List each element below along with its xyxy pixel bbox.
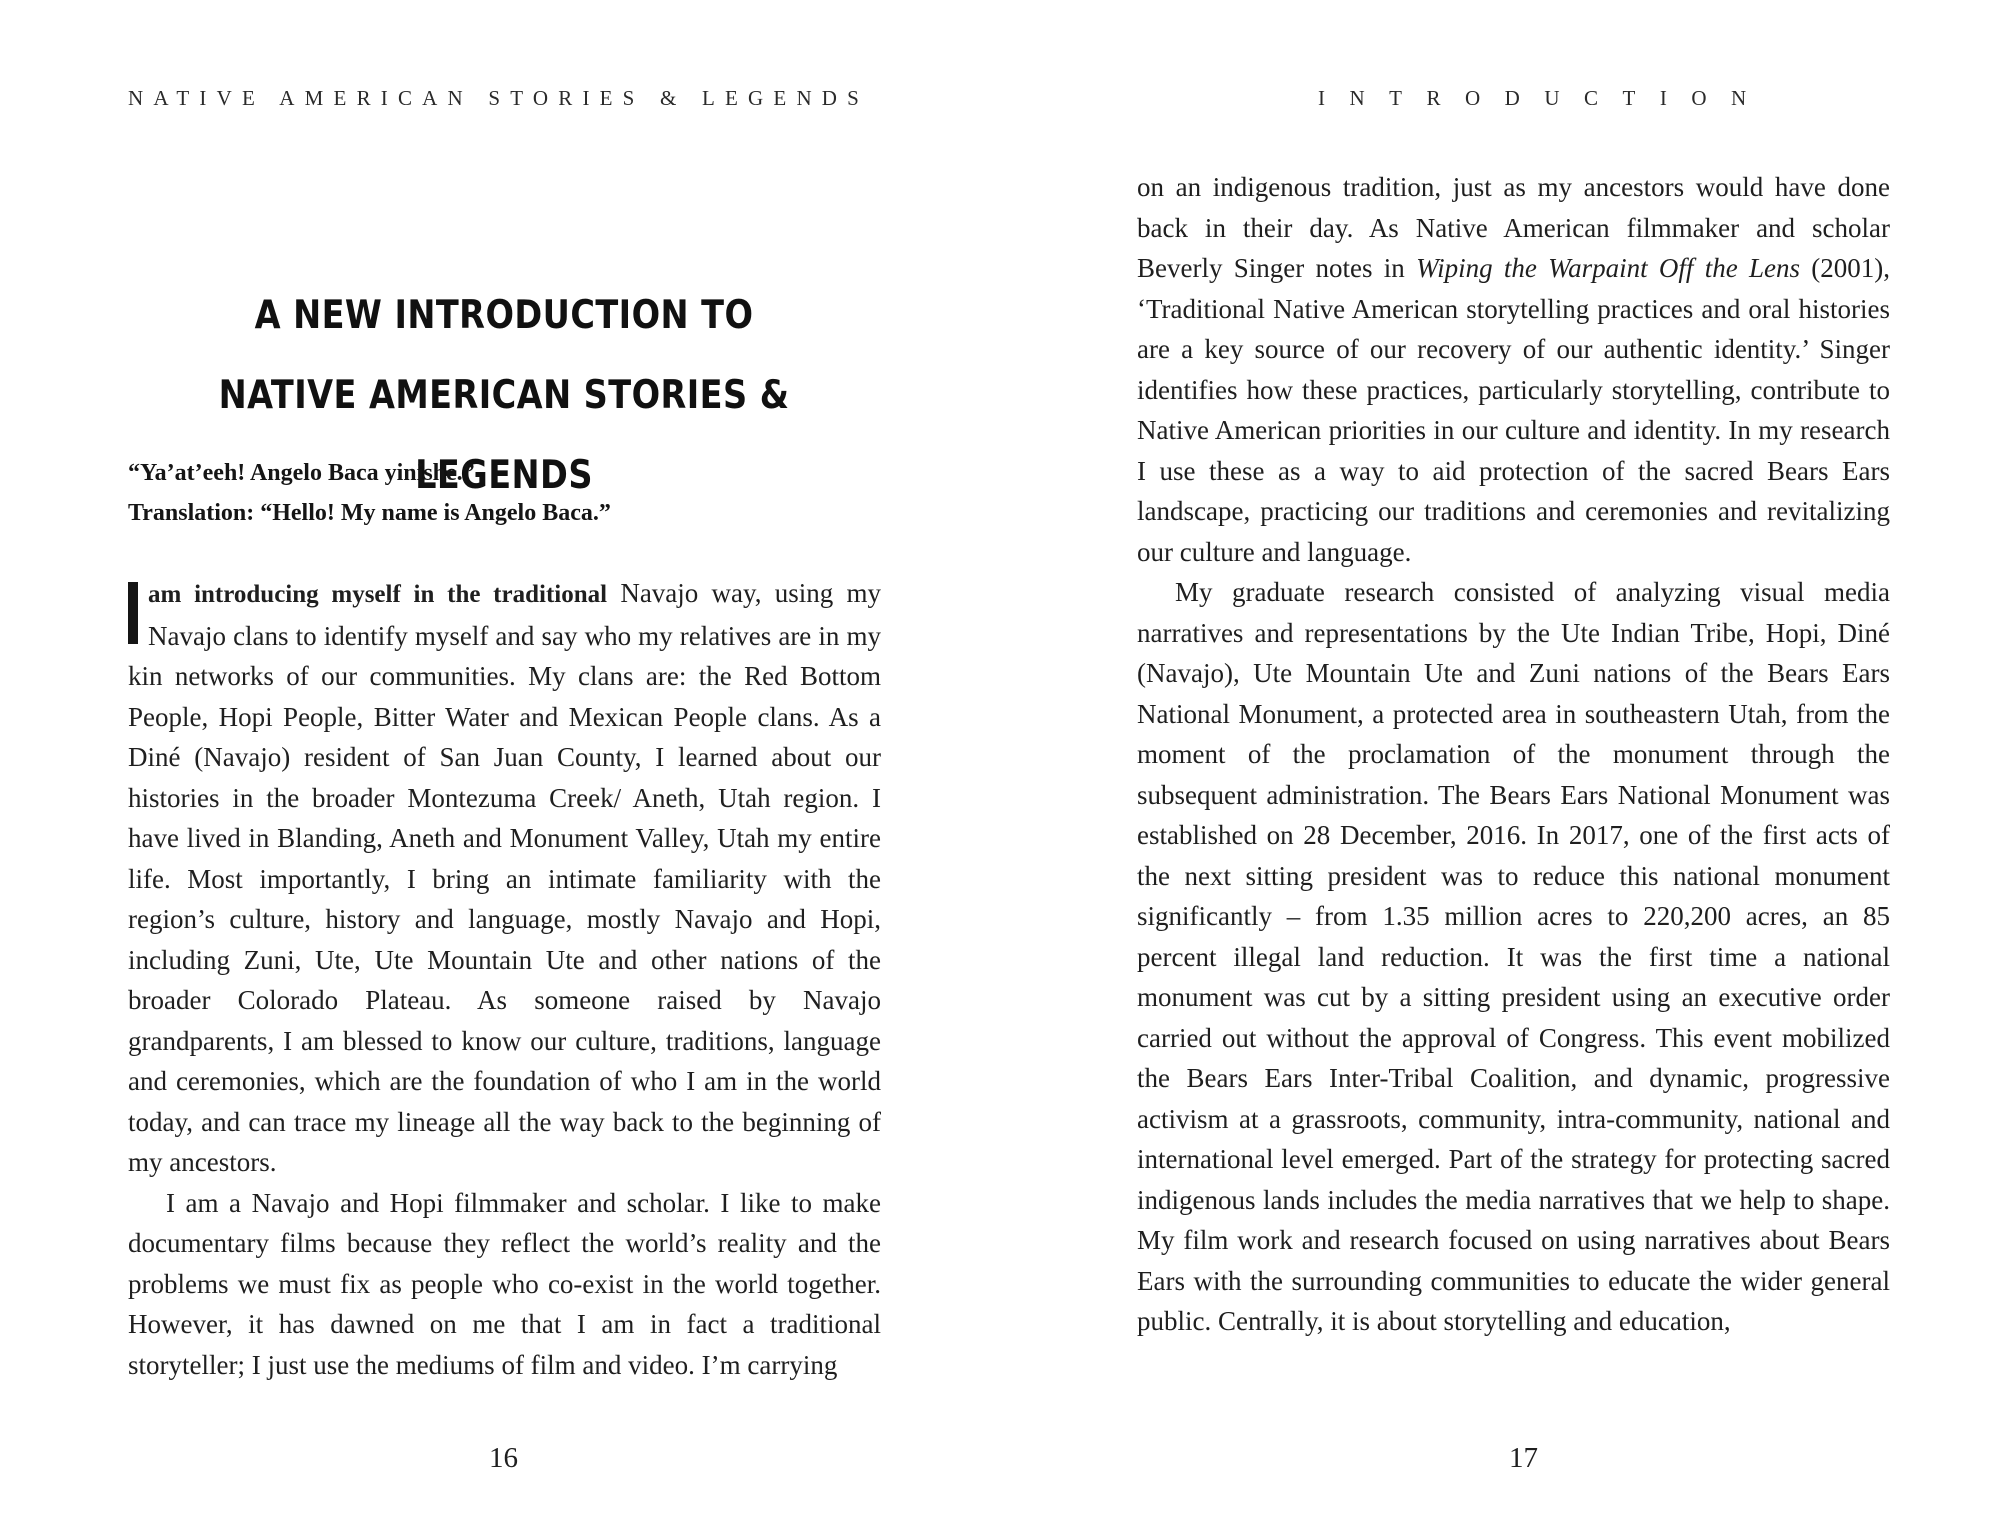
left-body-text (128, 573, 881, 1385)
paragraph-text: Navajo way, using my Navajo clans to identify myself and say who my relatives are in my kin networks of our communities. My clans are: the Red Bottom People, Hopi People, Bitter Water and Mexican People clans. As a Diné (Navajo) resident of San Juan County, I learned about our histories in the broader Montezuma Creek/ Aneth, Utah region. I have lived in Blanding, Aneth and Monument Valley, Utah my entire life. Most importantly, I bring an intimate familiarity with the region’s culture, history and language, mostly Navajo and Hopi, including Zuni, Ute, Ute Mountain Ute and other nations of the broader Colorado Plateau. As someone raised by Navajo grandparents, I am blessed to know our culture, traditions, language and ceremonies, which are the foundation of who I am in the world today, and can trace my lineage all the way back to the beginning of my ancestors. (128, 578, 881, 1177)
greeting-block (128, 453, 611, 533)
paragraph-text: on an indigenous tradition, just as my ancestors would have done back in their day. As Native American filmmaker and scholar Beverly Singer notes in (1137, 172, 1890, 283)
right-body-text (1137, 167, 1890, 1342)
paragraph: I am a Navajo and Hopi filmmaker and scholar. I like to make documentary films because they reflect the world’s reality and the problems we must fix as people who co-exist in the world together. However, it has dawned on me that I am in fact a traditional storyteller; I just use the mediums of film and video. I’m carrying (128, 1187, 881, 1380)
book-title-reference: Wiping the Warpaint Off the Lens (1416, 253, 1800, 283)
right-page (1000, 0, 2000, 1529)
lead-in-text: am introducing myself in the traditional (148, 581, 608, 608)
paragraph (128, 573, 881, 1183)
paragraph-text: (2001), ‘Traditional Native American storytelling practices and oral histories are a key source of our recovery of our authentic identity.’ Singer identifies how these practices, particularly storytelling, contribute to Native American priorities in our culture and identity. In my research I use these as a way to aid protection of the sacred Bears Ears landscape, practicing our traditions and ceremonies and revitalizing our culture and language. (1137, 253, 1890, 567)
translation-line: Translation: “Hello! My name is Angelo Baca.” (128, 500, 611, 526)
paragraph (1137, 167, 1890, 572)
running-head-left: NATIVE AMERICAN STORIES & LEGENDS (128, 86, 870, 110)
page-number-right: 17 (1509, 1442, 1538, 1474)
chapter-title-line-1: A NEW INTRODUCTION TO (254, 293, 754, 338)
chapter-title-line-2: NATIVE AMERICAN STORIES & LEGENDS (218, 373, 790, 498)
running-head-right: INTRODUCTION (1318, 86, 1771, 110)
paragraph: My graduate research consisted of analyzing visual media narratives and representations by the Ute Indian Tribe, Hopi, Diné (Navajo), Ute Mountain Ute and Zuni nations of the Bears Ears National Monument, a protected area in southeastern Utah, from the moment of the proclamation of the monument through the subsequent administration. The Bears Ears National Monument was established on 28 December, 2016. In 2017, one of the first acts of the next sitting president was to reduce this national monument significantly – from 1.35 million acres to 220,200 acres, an 85 percent illegal land reduction. It was the first time a national monument was cut by a sitting president using an executive order carried out without the approval of Congress. This event mobilized the Bears Ears Inter-Tribal Coalition, and dynamic, progressive activism at a grassroots, community, intra-community, national and international level emerged. Part of the strategy for protecting sacred indigenous lands includes the media narratives that we help to shape. My film work and research focused on using narratives about Bears Ears with the surrounding communities to educate the wider general public. Centrally, it is about storytelling and education, (1137, 577, 1890, 1336)
greeting-line: “Ya’at’eeh! Angelo Baca yinishe.” (128, 460, 475, 486)
page-number-left: 16 (489, 1442, 518, 1474)
drop-cap (128, 582, 138, 644)
